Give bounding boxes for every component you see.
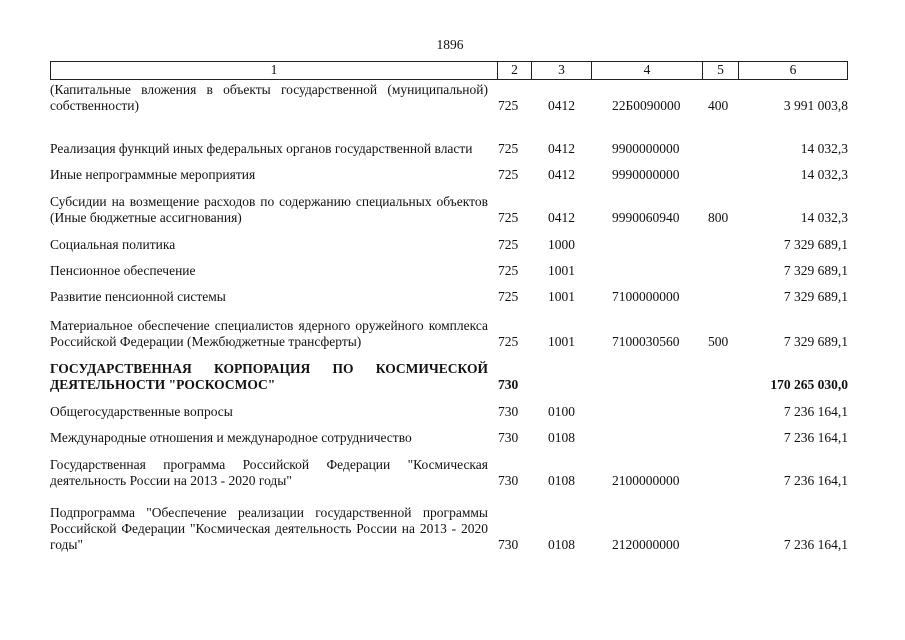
table-row: [50, 183, 848, 226]
row-section-code: 1001: [548, 263, 575, 278]
row-section-code: 0100: [548, 404, 575, 419]
row-expense-type: 800: [708, 210, 729, 225]
table-row: [50, 393, 848, 420]
row-amount: 170 265 030,0: [770, 377, 848, 392]
row-section-code: 0412: [548, 210, 575, 225]
row-section-code: 0412: [548, 167, 575, 182]
row-amount: 7 236 164,1: [783, 430, 848, 445]
row-name: Материальное обеспечение специалистов ядерного оружейного комплекса Российской Федерации (Межбюджетные трансферты): [50, 318, 488, 349]
row-name: ГОСУДАРСТВЕННАЯ КОРПОРАЦИЯ ПО КОСМИЧЕСКОЙ ДЕЯТЕЛЬНОСТИ "РОСКОСМОС": [50, 361, 488, 392]
row-ministry-code: 730: [498, 377, 519, 392]
table-row: [50, 420, 848, 446]
row-amount: 7 329 689,1: [783, 334, 848, 349]
table-row: [50, 489, 848, 553]
table-row: [50, 253, 848, 279]
row-target-code: 2100000000: [612, 473, 680, 488]
row-name: Государственная программа Российской Федерации "Космическая деятельность России на 2013 - 2020 годы": [50, 457, 488, 488]
row-target-code: 2120000000: [612, 537, 680, 552]
table-row: [50, 350, 848, 393]
row-target-code: 22Б0090000: [612, 98, 681, 113]
table-row: [50, 114, 848, 157]
row-expense-type: 500: [708, 334, 729, 349]
table-row: [50, 226, 848, 253]
row-target-code: 7100030560: [612, 334, 680, 349]
row-target-code: 9900000000: [612, 141, 680, 156]
row-amount: 7 329 689,1: [783, 289, 848, 304]
row-ministry-code: 725: [498, 141, 519, 156]
header-col-1: 1: [270, 62, 278, 77]
row-ministry-code: 730: [498, 404, 519, 419]
row-amount: 7 236 164,1: [783, 473, 848, 488]
row-ministry-code: 725: [498, 210, 519, 225]
row-name: Подпрограмма "Обеспечение реализации государственной программы Российской Федерации "Космическая деятельность России на 2013 - 2020 годы": [50, 505, 488, 552]
row-ministry-code: 730: [498, 537, 519, 552]
row-ministry-code: 730: [498, 430, 519, 445]
row-section-code: 1000: [548, 237, 575, 252]
header-col-4: 4: [591, 62, 702, 79]
row-expense-type: 400: [708, 98, 729, 113]
row-section-code: 1001: [548, 334, 575, 349]
row-section-code: 0108: [548, 537, 575, 552]
table-header: [50, 61, 848, 80]
row-amount: 7 329 689,1: [783, 237, 848, 252]
header-col-3: 3: [531, 62, 591, 79]
row-ministry-code: 730: [498, 473, 519, 488]
row-name: Пенсионное обеспечение: [50, 263, 196, 278]
row-name: Иные непрограммные мероприятия: [50, 167, 256, 182]
row-section-code: 0412: [548, 141, 575, 156]
row-ministry-code: 725: [498, 237, 519, 252]
row-ministry-code: 725: [498, 334, 519, 349]
table-row: [50, 157, 848, 183]
row-amount: 3 991 003,8: [783, 98, 848, 113]
row-amount: 7 236 164,1: [783, 404, 848, 419]
row-ministry-code: 725: [498, 167, 519, 182]
row-target-code: 7100000000: [612, 289, 680, 304]
header-col-5: 5: [702, 62, 738, 79]
row-ministry-code: 725: [498, 98, 519, 113]
table-row: [50, 279, 848, 305]
budget-table: [50, 61, 848, 553]
row-name: (Капитальные вложения в объекты государственной (муниципальной) собственности): [50, 82, 488, 113]
header-col-6: 6: [738, 62, 847, 79]
row-name: Развитие пенсионной системы: [50, 289, 226, 304]
row-section-code: 0108: [548, 473, 575, 488]
row-name: Международные отношения и международное сотрудничество: [50, 430, 412, 445]
row-amount: 7 236 164,1: [783, 537, 848, 552]
row-name: Субсидии на возмещение расходов по содержанию специальных объектов (Иные бюджетные ассигнования): [50, 194, 488, 225]
row-name: Реализация функций иных федеральных органов государственной власти: [50, 141, 473, 156]
row-name: Общегосударственные вопросы: [50, 404, 233, 419]
row-section-code: 0412: [548, 98, 575, 113]
table-row: [50, 80, 848, 114]
row-section-code: 1001: [548, 289, 575, 304]
row-name: Социальная политика: [50, 237, 176, 252]
page-number: 1896: [436, 37, 464, 52]
table-row: [50, 446, 848, 489]
table-row: [50, 305, 848, 350]
row-amount: 14 032,3: [800, 167, 848, 182]
row-amount: 7 329 689,1: [783, 263, 848, 278]
header-col-2: 2: [497, 62, 531, 79]
row-ministry-code: 725: [498, 263, 519, 278]
row-ministry-code: 725: [498, 289, 519, 304]
row-amount: 14 032,3: [800, 141, 848, 156]
row-target-code: 9990000000: [612, 167, 680, 182]
row-section-code: 0108: [548, 430, 575, 445]
row-target-code: 9990060940: [612, 210, 680, 225]
row-amount: 14 032,3: [800, 210, 848, 225]
